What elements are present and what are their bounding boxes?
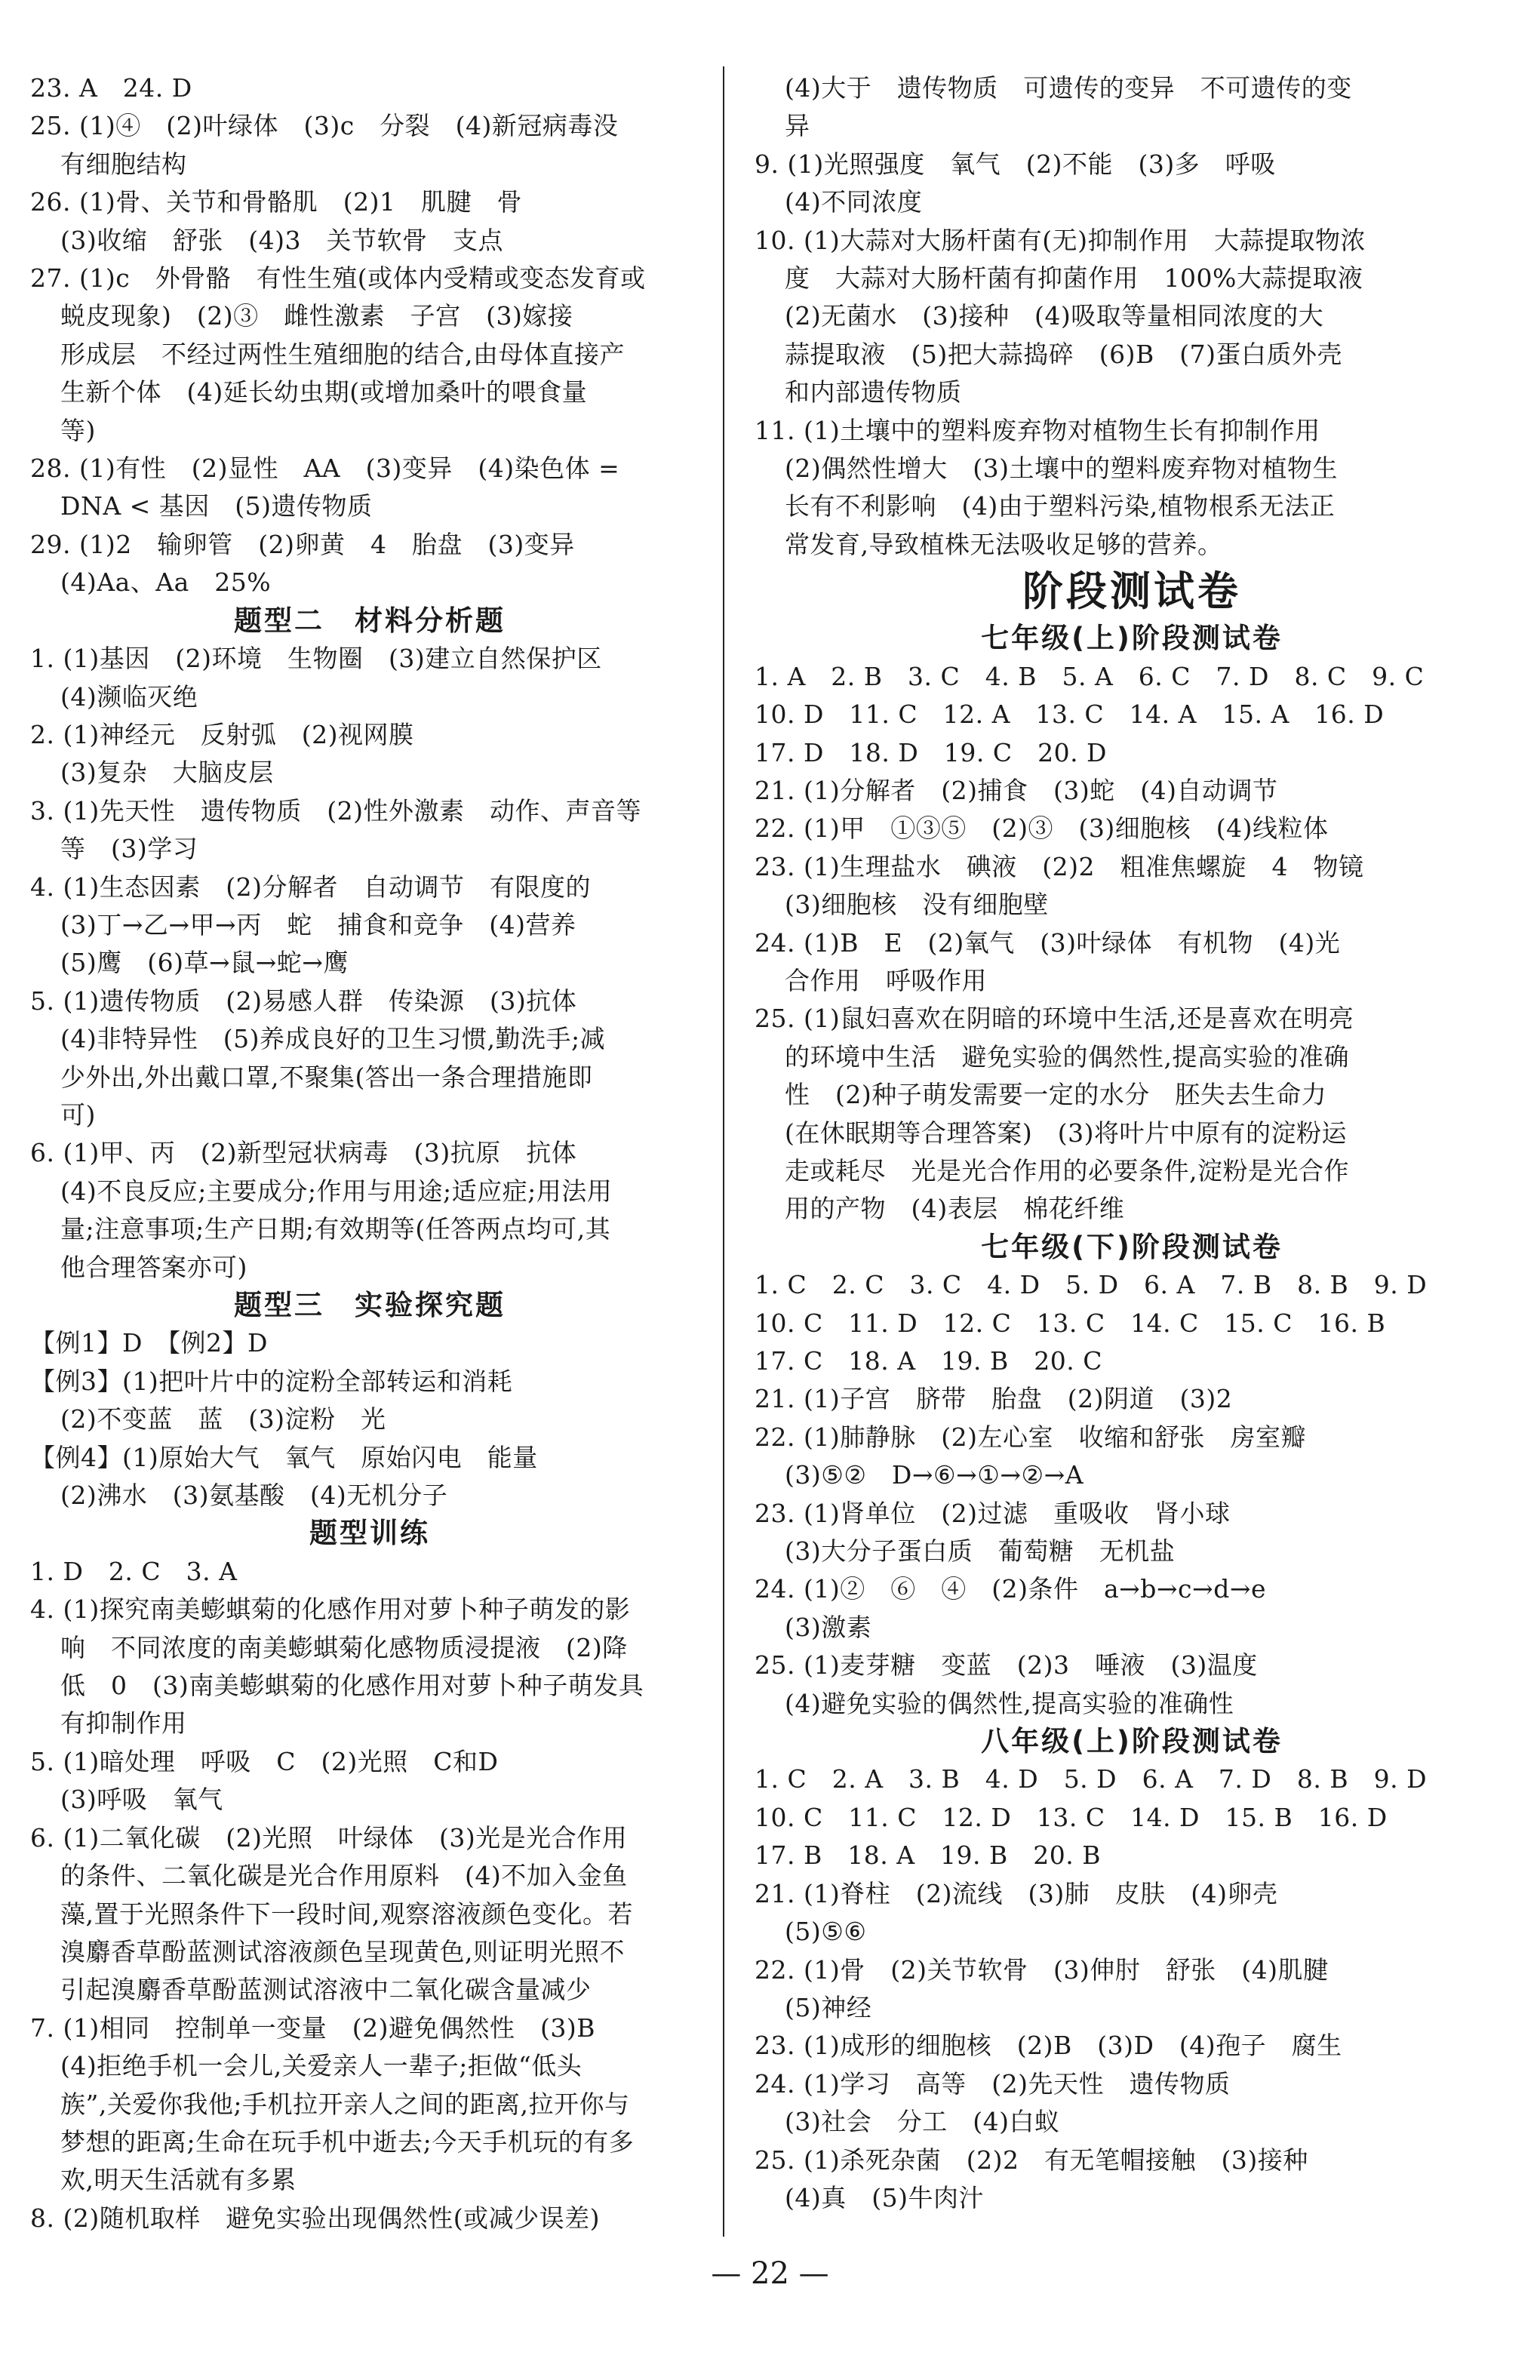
answer-line: 10. (1)大蒜对大肠杆菌有(无)抑制作用 大蒜提取物浓 [755, 225, 1366, 255]
answer-continuation: (3)复杂 大脑皮层 [60, 758, 274, 788]
answer-continuation: 族”,关爱你我他;手机拉开亲人之间的距离,拉开你与 [60, 2089, 630, 2119]
answer-continuation: 长有不利影响 (4)由于塑料污染,植物根系无法正 [785, 491, 1336, 521]
answer-line: 1. C 2. C 3. C 4. D 5. D 6. A 7. B 8. B 9. D [755, 1270, 1428, 1300]
answer-continuation: (2)不变蓝 蓝 (3)淀粉 光 [60, 1404, 386, 1434]
answer-line: 6. (1)甲、丙 (2)新型冠状病毒 (3)抗原 抗体 [30, 1138, 577, 1168]
answer-continuation: (3)丁→乙→甲→丙 蛇 捕食和竞争 (4)营养 [60, 909, 576, 939]
answer-continuation: (2)沸水 (3)氨基酸 (4)无机分子 [60, 1481, 448, 1511]
answer-continuation: (3)细胞核 没有细胞壁 [785, 890, 1049, 920]
answer-continuation: (5)神经 [785, 1992, 872, 2022]
answer-continuation: (4)不同浓度 [785, 187, 923, 217]
answer-continuation: (3)社会 分工 (4)白蚁 [785, 2107, 1060, 2137]
answer-line: 1. A 2. B 3. C 4. B 5. A 6. C 7. D 8. C 9. C [755, 661, 1425, 691]
answer-line: 29. (1)2 输卵管 (2)卵黄 4 胎盘 (3)变异 [30, 529, 575, 559]
answer-continuation: 梦想的距离;生命在玩手机中逝去;今天手机玩的有多 [60, 2126, 635, 2157]
column-divider [723, 66, 724, 2237]
answer-line: 17. B 18. A 19. B 20. B [755, 1840, 1101, 1871]
answer-continuation: 有细胞结构 [60, 149, 187, 179]
answer-continuation: (4)不良反应;主要成分;作用与用途;适应症;用法用 [60, 1176, 613, 1206]
section-heading: 八年级(上)阶段测试卷 [981, 1725, 1283, 1758]
answer-line: 24. (1)B E (2)氧气 (3)叶绿体 有机物 (4)光 [755, 927, 1341, 958]
answer-line: 17. D 18. D 19. C 20. D [755, 737, 1108, 767]
answer-continuation: (3)收缩 舒张 (4)3 关节软骨 支点 [60, 225, 503, 255]
left-column [30, 69, 709, 2237]
section-heading: 七年级(下)阶段测试卷 [981, 1230, 1283, 1263]
answer-line: 23. (1)生理盐水 碘液 (2)2 粗准焦螺旋 4 物镜 [755, 851, 1364, 881]
answer-continuation: 走或耗尽 光是光合作用的必要条件,淀粉是光合作 [785, 1155, 1349, 1185]
section-heading: 题型二 材料分析题 [234, 604, 506, 637]
answer-line: 27. (1)c 外骨骼 有性生殖(或体内受精或变态发育或 [30, 263, 646, 294]
answer-line: 24. (1)② ⑥ ④ (2)条件 a→b→c→d→e [755, 1574, 1266, 1604]
answer-line: 9. (1)光照强度 氧气 (2)不能 (3)多 呼吸 [755, 149, 1276, 179]
answer-continuation: (3)⑤② D→⑥→①→②→A [785, 1460, 1084, 1490]
answer-continuation: 蜕皮现象) (2)③ 雌性激素 子宫 (3)嫁接 [60, 301, 573, 331]
answer-continuation: 合作用 呼吸作用 [785, 965, 987, 995]
answer-continuation: (4)濒临灭绝 [60, 681, 198, 712]
answer-continuation: 欢,明天生活就有多累 [60, 2165, 297, 2195]
answer-line: 28. (1)有性 (2)显性 AA (3)变异 (4)染色体 = [30, 454, 620, 484]
answer-continuation: 常发育,导致植株无法吸收足够的营养。 [785, 529, 1223, 559]
section-heading: 七年级(上)阶段测试卷 [981, 622, 1283, 655]
answer-line: 5. (1)遗传物质 (2)易感人群 传染源 (3)抗体 [30, 986, 577, 1016]
answer-line: 【例3】(1)把叶片中的淀粉全部转运和消耗 [30, 1366, 513, 1396]
answer-line: 2. (1)神经元 反射弧 (2)视网膜 [30, 719, 414, 749]
answer-line: 5. (1)暗处理 呼吸 C (2)光照 C和D [30, 1746, 499, 1776]
answer-continuation: 度 大蒜对大肠杆菌有抑菌作用 100%大蒜提取液 [785, 263, 1363, 294]
answer-line: 25. (1)杀死杂菌 (2)2 有无笔帽接触 (3)接种 [755, 2145, 1308, 2175]
answer-continuation: (在休眠期等合理答案) (3)将叶片中原有的淀粉运 [785, 1118, 1347, 1148]
answer-continuation: (4)Aa、Aa 25% [60, 567, 272, 598]
answer-line: 4. (1)探究南美蟛蜞菊的化感作用对萝卜种子萌发的影 [30, 1594, 631, 1625]
answer-line: 6. (1)二氧化碳 (2)光照 叶绿体 (3)光是光合作用 [30, 1822, 628, 1853]
answer-line: 17. C 18. A 19. B 20. C [755, 1346, 1102, 1376]
answer-continuation: 溴麝香草酚蓝测试溶液颜色呈现黄色,则证明光照不 [60, 1936, 625, 1966]
answer-continuation: 性 (2)种子萌发需要一定的水分 胚失去生命力 [785, 1080, 1327, 1110]
answer-line: 25. (1)麦芽糖 变蓝 (2)3 唾液 (3)温度 [755, 1650, 1258, 1680]
answer-line: 10. C 11. C 12. D 13. C 14. D 15. B 16. D [755, 1802, 1388, 1832]
page-number: — 22 — [711, 2256, 829, 2291]
answer-continuation: 的条件、二氧化碳是光合作用原料 (4)不加入金鱼 [60, 1861, 628, 1891]
answer-line: 23. (1)成形的细胞核 (2)B (3)D (4)孢子 腐生 [755, 2031, 1342, 2061]
answer-continuation: 有抑制作用 [60, 1708, 187, 1739]
answer-line: 21. (1)子宫 脐带 胎盘 (2)阴道 (3)2 [755, 1384, 1233, 1414]
answer-continuation: 蒜提取液 (5)把大蒜捣碎 (6)B (7)蛋白质外壳 [785, 339, 1342, 369]
answer-line: 10. C 11. D 12. C 13. C 14. C 15. C 16. B [755, 1308, 1386, 1338]
section-heading: 题型训练 [309, 1517, 430, 1550]
answer-line: 1. C 2. A 3. B 4. D 5. D 6. A 7. D 8. B 9. D [755, 1764, 1428, 1794]
answer-continuation: 异 [785, 111, 810, 141]
answer-continuation: (5)鹰 (6)草→鼠→蛇→鹰 [60, 948, 349, 978]
answer-continuation: 引起溴麝香草酚蓝测试溶液中二氧化碳含量减少 [60, 1975, 592, 2005]
answer-line: 7. (1)相同 控制单一变量 (2)避免偶然性 (3)B [30, 2013, 595, 2043]
answer-line: 8. (2)随机取样 避免实验出现偶然性(或减少误差) [30, 2203, 600, 2233]
answer-line: 26. (1)骨、关节和骨骼肌 (2)1 肌腱 骨 [30, 187, 522, 217]
answer-continuation: (5)⑤⑥ [785, 1917, 867, 1947]
answer-continuation: (4)非特异性 (5)养成良好的卫生习惯,勤洗手;减 [60, 1024, 606, 1054]
answer-continuation: (2)偶然性增大 (3)土壤中的塑料废弃物对植物生 [785, 454, 1338, 484]
answer-line: 23. A 24. D [30, 73, 192, 103]
answer-line: 23. (1)肾单位 (2)过滤 重吸收 肾小球 [755, 1498, 1231, 1528]
answer-continuation: 和内部遗传物质 [785, 377, 962, 407]
right-column [755, 69, 1509, 2217]
answer-continuation: 生新个体 (4)延长幼虫期(或增加桑叶的喂食量 [60, 377, 588, 407]
answer-continuation: (4)真 (5)牛肉汁 [785, 2182, 984, 2212]
answer-continuation: 低 0 (3)南美蟛蜞菊的化感作用对萝卜种子萌发具 [60, 1671, 644, 1701]
answer-line: 21. (1)脊柱 (2)流线 (3)肺 皮肤 (4)卵壳 [755, 1878, 1278, 1908]
answer-continuation: 藻,置于光照条件下一段时间,观察溶液颜色变化。若 [60, 1899, 633, 1929]
answer-continuation: (3)大分子蛋白质 葡萄糖 无机盐 [785, 1536, 1176, 1567]
answer-line: 1. D 2. C 3. A [30, 1556, 238, 1586]
answer-continuation: 的环境中生活 避免实验的偶然性,提高实验的准确 [785, 1041, 1349, 1072]
section-heading: 题型三 实验探究题 [234, 1289, 506, 1321]
answer-continuation: 等) [60, 415, 96, 445]
answer-continuation: 响 不同浓度的南美蟛蜞菊化感物质浸提液 (2)降 [60, 1632, 628, 1662]
answer-line: 4. (1)生态因素 (2)分解者 自动调节 有限度的 [30, 872, 591, 902]
answer-line: 【例1】D 【例2】D [30, 1328, 268, 1358]
answer-continuation: 等 (3)学习 [60, 834, 198, 864]
answer-continuation: 他合理答案亦可) [60, 1252, 247, 1282]
answer-line: 25. (1)鼠妇喜欢在阴暗的环境中生活,还是喜欢在明亮 [755, 1004, 1354, 1034]
answer-continuation: (4)大于 遗传物质 可遗传的变异 不可遗传的变 [785, 73, 1352, 103]
answer-line: 11. (1)土壤中的塑料废弃物对植物生长有抑制作用 [755, 415, 1320, 445]
answer-line: 22. (1)肺静脉 (2)左心室 收缩和舒张 房室瓣 [755, 1422, 1306, 1452]
answer-continuation: 少外出,外出戴口罩,不聚集(答出一条合理措施即 [60, 1062, 593, 1092]
answer-line: 22. (1)甲 ①③⑤ (2)③ (3)细胞核 (4)线粒体 [755, 813, 1329, 844]
answer-continuation: DNA < 基因 (5)遗传物质 [60, 491, 373, 521]
answer-line: 3. (1)先天性 遗传物质 (2)性外激素 动作、声音等 [30, 795, 641, 826]
answer-line: 【例4】(1)原始大气 氧气 原始闪电 能量 [30, 1442, 538, 1472]
answer-line: 22. (1)骨 (2)关节软骨 (3)伸肘 舒张 (4)肌腱 [755, 1954, 1329, 1985]
answer-line: 24. (1)学习 高等 (2)先天性 遗传物质 [755, 2068, 1231, 2099]
answer-continuation: (3)呼吸 氧气 [60, 1785, 223, 1815]
answer-continuation: 形成层 不经过两性生殖细胞的结合,由母体直接产 [60, 339, 625, 369]
answer-continuation: 可) [60, 1099, 96, 1130]
answer-line: 10. D 11. C 12. A 13. C 14. A 15. A 16. D [755, 700, 1385, 730]
answer-line: 1. (1)基因 (2)环境 生物圈 (3)建立自然保护区 [30, 644, 602, 674]
answer-continuation: (4)避免实验的偶然性,提高实验的准确性 [785, 1688, 1234, 1718]
answer-continuation: 用的产物 (4)表层 棉花纤维 [785, 1194, 1125, 1224]
answer-continuation: (3)激素 [785, 1612, 872, 1642]
answer-continuation: 量;注意事项;生产日期;有效期等(任答两点均可,其 [60, 1214, 611, 1244]
section-title: 阶段测试卷 [1022, 567, 1241, 616]
answer-continuation: (2)无菌水 (3)接种 (4)吸取等量相同浓度的大 [785, 301, 1324, 331]
answer-line: 21. (1)分解者 (2)捕食 (3)蛇 (4)自动调节 [755, 775, 1278, 805]
answer-continuation: (4)拒绝手机一会儿,关爱亲人一辈子;拒做“低头 [60, 2051, 582, 2081]
answer-line: 25. (1)④ (2)叶绿体 (3)c 分裂 (4)新冠病毒没 [30, 111, 619, 141]
